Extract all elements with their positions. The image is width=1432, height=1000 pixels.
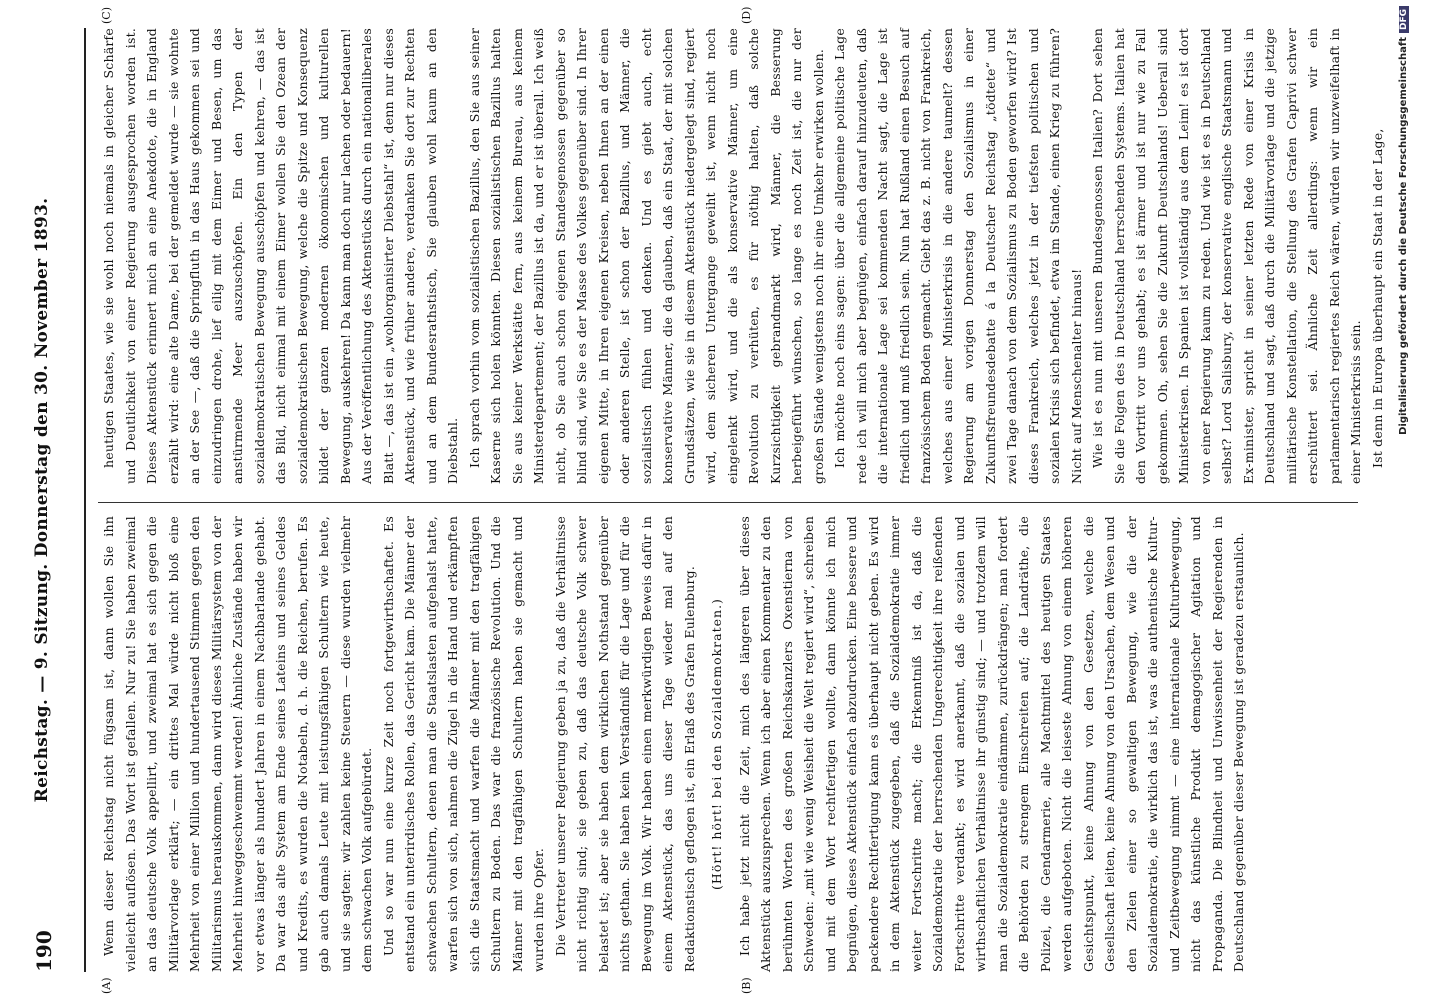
page-header <box>14 28 74 972</box>
margin-marker-a: (A) <box>100 977 113 994</box>
dfg-logo: DFG <box>1399 6 1409 33</box>
digitization-credit <box>1398 6 1409 994</box>
paragraph: Wie ist es nun mit unseren Bundesgenossen Italien? Dort sehen Sie die Folgen des in Deutschland herrschenden Systems. Italien hat den Vortritt vor uns gehabt; es ist ärmer und ist nur wie zu Fall gekommen. Oh, sehen Sie die Zukunft Deutschlands! Ueberall sind Ministerkrisen. In Spanien ist vollständig aus dem Leim! es ist dort von einer Regierung kaum zu reden. Und wie ist es in Deutschland selbst? Lord Salisbury, der konservative englische Staatsmann und Ex-minister, spricht in seiner letzten Rede von einer Krisis in Deutschland und sagt, daß durch die Militärvorlage und die jetzige militärische Konstellation, die Stellung des Grafen Caprivi schwer erschüttert sei. Ähnliche Zeit allerdings: wenn wir ein parlamentarisch regiertes Reich wären, würden wir unzweifelhaft in einer Ministerkrisis sein. <box>1090 28 1363 484</box>
paragraph: Wenn dieser Reichstag nicht fügsam ist, dann wollen Sie ihn vielleicht auflösen. Das Wort ist gefallen. Nur zu! Sie haben zweimal an das deutsche Volk appellirt, und zweimal hat es sich gegen die Militärvorlage erklärt; — ein drittes Mal würde nicht bloß eine Mehrheit von einer Million und hundertausend Stimmen gegen den Militarismus herauskommen, dann wird dieses Militärsystem von der Mehrheit hinweggeschwemmt werden! Ähnliche Zustände haben wir vor etwas länger als hundert Jahren in einem Nachbarlande gehabt. Da war das alte System am Ende seines Lateins und seines Geldes und Kredits, es wurden die Notabeln, d. h. die Reichen, berufen. Es gab auch damals Leute mit leistungsfähigen Schultern wie heute, und sie sagten: wir zahlen keine Steuern — diese wurden vielmehr dem schwachen Volk aufgebürdet. <box>101 516 374 972</box>
paragraph: Die Vertreter unserer Regierung geben ja zu, daß die Verhältnisse nicht richtig sind; sie geben zu, daß das deutsche Volk schwer belastet ist; aber sie haben dem wirklichen Nothstand gegenüber nichts gethan. Sie haben kein Verständniß für die Lage und für die Bewegung im Volk. Wir haben einen merkwürdigen Beweis dafür in einem Aktenstück, das uns dieser Tage wieder mal auf den Redaktionstisch geflogen ist, ein Erlaß des Grafen Eulenburg. <box>552 516 697 972</box>
right-column <box>98 28 1385 484</box>
paragraph: heutigen Staates, wie sie wohl noch niemals in gleicher Schärfe und Deutlichkeit von einer Regierung ausgesprochen worden ist. Dieses Aktenstück erinnert mich an eine Anekdote, die in England erzählt wird: eine alte Dame, bei der gemeldet wurde — sie wohnte an der See —, daß die Springfluth in das Haus gekommen sei und einzudringen drohe, lief eilig mit dem Eimer und Besen, um das anstürmende Meer auszuschöpfen. Ein den Typen der sozialdemokratischen Bewegung ausschöpfen und kehren, — das ist das Bild, nicht einmal mit einem Eimer wollen Sie den Ozean der sozialdemokratischen Bewegung, welche die Spitze und Konsequenz bildet der ganzen modernen ökonomischen und kulturellen Bewegung, auskehren! Da kann man doch nur lachen oder bedauern! Aus der Veröffentlichung des Aktenstücks durch ein nationalliberales Blatt —, das ist ein „wohlorganisirter Diebstahl“ ist, denn nur dieses Aktenstück, und wie früher andere, verdanken Sie dort zur Rechten und an dem Bundesrathstisch, Sie glauben wohl kaum an den Diebstahl. <box>101 28 460 484</box>
margin-marker-b: (B) <box>740 977 753 994</box>
paragraph: Ich habe jetzt nicht die Zeit, mich des längeren über dieses Aktenstück auszusprechen. Wenn ich aber einen Kommentar zu den berühmten Worten des großen Reichskanzlers Oxenstierna von Schweden: „mit wie wenig Weisheit die Welt regiert wird“, schreiben und mit dem Wort rechtfertigen wollte, dann könnte ich mich begnügen, dieses Aktenstück einfach abzudrucken. Eine bessere und packendere Rechtfertigung kann es überhaupt nicht geben. Es wird in dem Aktenstück zugegeben, daß die Sozialdemokratie immer weiter Fortschritte macht; die Erkenntniß ist da, daß die Sozialdemokratie der herrschenden Ungerechtigkeit ihre reißenden Fortschritte verdankt; es wird anerkannt, daß die sozialen und wirthschaftlichen Verhältnisse ihr günstig sind; — und trotzdem will man die Sozialdemokratie eindämmen, zurückdrängen; man fordert die Behörden zu strengem Einschreiten auf; die Landräthe, die Polizei, die Gendarmerie, alle Machtmittel des heutigen Staates werden aufgeboten. Nicht die leiseste Ahnung von einem höheren Gesichtspunkt, keine Ahnung von den Gesetzen, welche die Gesellschaft leiten, keine Ahnung von den Ursachen, dem Wesen und den Zielen einer so gewaltigen Bewegung, wie die der Sozialdemokratie, die wirklich das ist, was die authentische Kultur- und Zeitbewegung nimmt — eine internationale Kulturbewegung, nicht das künstliche Produkt demagogischer Agitation und Propaganda. Die Blindheit und Unwissenheit der Regierenden in Deutschland gegenüber dieser Bewegung ist geradezu erstaunlich. <box>736 516 1246 972</box>
column-separator <box>98 502 1358 503</box>
paragraph: Und so war nun eine kurze Zeit noch fortgewirthschaftet. Es entstand ein unterirdisches Rollen, das Gericht kam. Die Männer der schwachen Schultern, denen man die Staatslasten aufgehalst hatte, warfen sich von sich, nahmen die Zügel in die Hand und erkämpften sich die Staatsmacht und warfen die Männer mit den tragfähigen Schultern zu Boden. Das war die französische Revolution. Und die Männer mit den tragfähigen Schultern haben sie gemacht und wurden ihre Opfer. <box>380 516 546 972</box>
credit-text: Digitalisierung gefördert durch die Deutsche Forschungsgemeinschaft <box>1398 37 1409 435</box>
margin-marker-c: (C) <box>100 7 113 24</box>
running-title: Reichstag. — 9. Sitzung. Donnerstag den 30. November 1893. <box>32 197 52 803</box>
page-number: 190 <box>32 930 56 972</box>
left-column <box>98 516 1378 972</box>
paragraph: Ist denn in Europa überhaupt ein Staat in der Lage, <box>1369 128 1385 468</box>
paragraph: Ich sprach vorhin vom sozialistischen Bazillus, den Sie aus seiner Kaserne sich holen könnten. Diesen sozialistischen Bazillus halten Sie aus keiner Werkstätte fern, aus keinem Bureau, aus keinem Ministerdepartement; der Bazillus ist da, und er ist überall. Ich weiß nicht, ob Sie auch schon eigenen Standesgenossen gegenüber so blind sind, wie Sie es der Masse des Volkes gegenüber sind. In Ihrer eigenen Mitte, in Ihren eigenen Kreisen, neben Ihnen an der einen oder anderen Stelle, ist schon der Bazillus, und Männer, die sozialistisch fühlen und denken. Und es giebt auch, echt konservative Männer, die da glauben, daß ein Staat, der mit solchen Grundsätzen, wie sie in diesem Aktenstück niedergelegt sind, regiert wird, dem sicheren Untergange geweiht ist, wenn nicht noch eingelenkt wird, und die als konservative Männer, um eine Revolution zu verhüten, es für nöthig halten, daß solche Kurzsichtigkeit gebrandmarkt wird, Männer, die Besserung herbeigeführt wünschen, so lange es noch Zeit ist, die nur der großen Stände wenigstens noch ihr eine Umkehr erwirken wollen. <box>466 28 826 484</box>
paragraph: Ich möchte noch eins sagen: über die allgemeine politische Lage rede ich will mich aber begnügen, einfach darauf hinzudeuten, daß die internationale Lage sei kommenden Nacht sagt, die Lage ist friedlich und muß friedlich sein. Nun hat Rußland einen Besuch auf französischem Boden gemacht. Giebt das z. B. nicht von Frankreich, welches aus einer Ministerkrisis in die andere taumelt? dessen Regierung am vorigen Donnerstag den Sozialismus in einer Zukunftsfreundesdebatte á la Deutscher Reichstag „tödtete“ und zwei Tage danach von dem Sozialismus zu Boden geworfen wird? Ist dieses Frankreich, welches jetzt in der tiefsten politischen und sozialen Krisis sich befindet, etwa im Stande, einen Krieg zu führen? Nicht auf Menschenalter hinaus! <box>832 28 1084 484</box>
header-rule <box>84 28 86 972</box>
margin-marker-d: (D) <box>740 6 753 24</box>
interjection: (Hört! hört! bei den Sozialdemokraten.) <box>709 598 724 890</box>
